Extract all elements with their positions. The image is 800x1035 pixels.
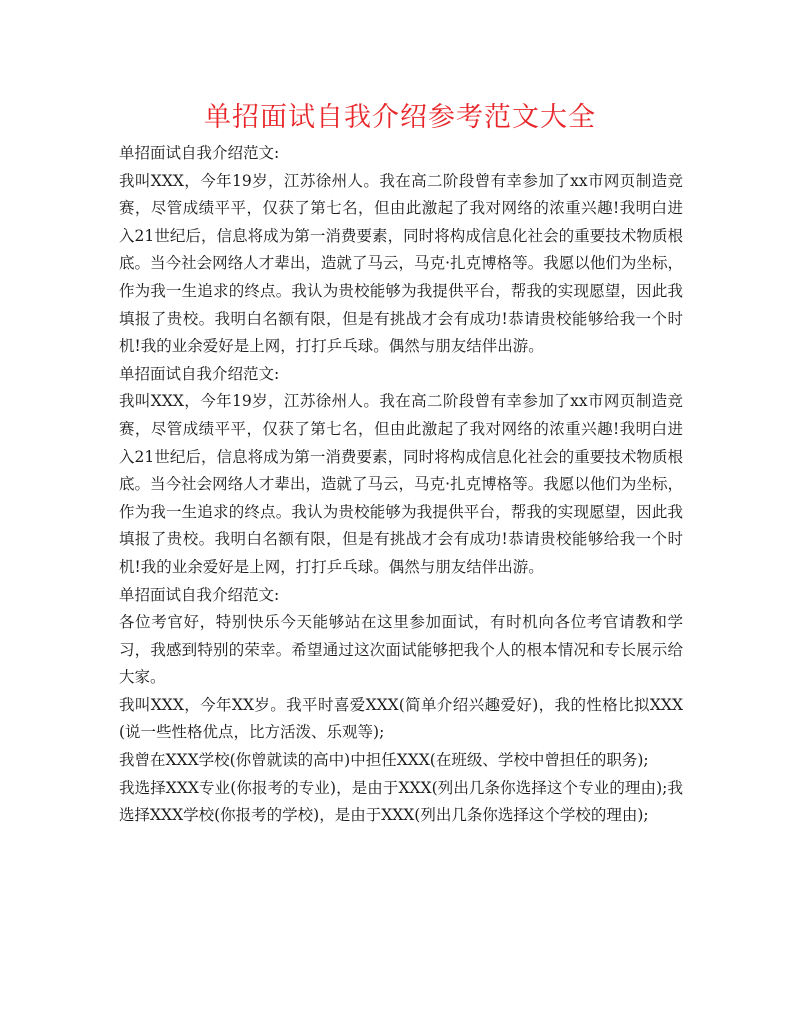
section-heading: 单招面试自我介绍范文: [119,364,280,383]
paragraph: 我曾在XXX学校(你曾就读的高中)中担任XXX(在班级、学校中曾担任的职务); [119,751,649,770]
paragraph: 我叫XXX，今年19岁，江苏徐州人。我在高二阶段曾有幸参加了xx市网页制造竞赛，尽管成绩平平，仅获了第七名，但由此激起了我对网络的浓重兴趣!我明白进入21世纪后，信息将成为第一消费要素，同时将构成信息化社会的重要技术物质根底。当今社会网络人才辈出，造就了马云，马克·扎克博格等。我愿以他们为坐标，作为我一生追求的终点。我认为贵校能够为我提供平台，帮我的实现愿望，因此我填报了贵校。我明白名额有限，但是有挑战才会有成功!恭请贵校能够给我一个时机!我的业余爱好是上网，打打乒乓球。偶然与朋友结伴出游。 [119,392,683,576]
paragraph: 我叫XXX，今年19岁，江苏徐州人。我在高二阶段曾有幸参加了xx市网页制造竞赛，尽管成绩平平，仅获了第七名，但由此激起了我对网络的浓重兴趣!我明白进入21世纪后，信息将成为第一消费要素，同时将构成信息化社会的重要技术物质根底。当今社会网络人才辈出，造就了马云，马克·扎克博格等。我愿以他们为坐标，作为我一生追求的终点。我认为贵校能够为我提供平台，帮我的实现愿望，因此我填报了贵校。我明白名额有限，但是有挑战才会有成功!恭请贵校能够给我一个时机!我的业余爱好是上网，打打乒乓球。偶然与朋友结伴出游。 [119,171,683,356]
paragraph: 各位考官好，特别快乐今天能够站在这里参加面试，有时机向各位考官请教和学习，我感到特别的荣幸。希望通过这次面试能够把我个人的根本情况和专长展示给大家。 [119,613,683,687]
section-heading: 单招面试自我介绍范文: [119,144,280,162]
document-body [119,140,683,830]
section-heading: 单招面试自我介绍范文: [119,585,280,604]
paragraph: 我选择XXX专业(你报考的专业)，是由于XXX(列出几条你选择这个专业的理由);我选择XXX学校(你报考的学校)，是由于XXX(列出几条你选择这个学校的理由); [119,778,683,825]
paragraph: 我叫XXX，今年XX岁。我平时喜爱XXX(简单介绍兴趣爱好)，我的性格比拟XXX(说一些性格优点，比方活泼、乐观等); [119,695,683,742]
document-title: 单招面试自我介绍参考范文大全 [204,102,596,133]
